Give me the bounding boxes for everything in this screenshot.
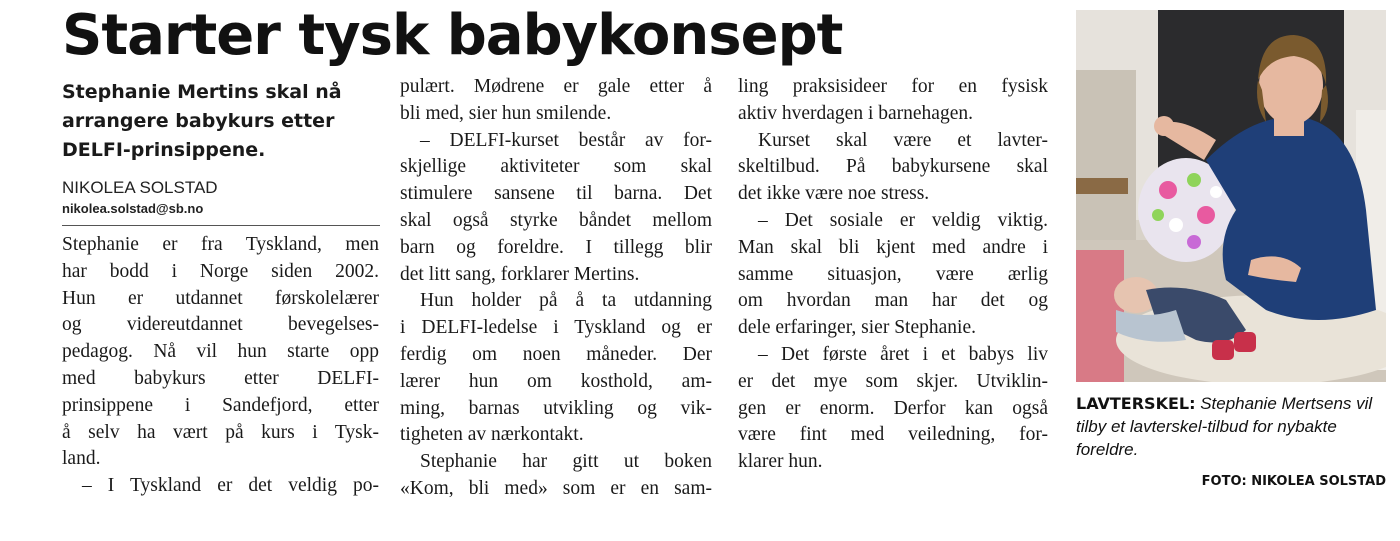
body-line: – Det første året i et babys liv [758, 343, 1048, 365]
body-line: Hun holder på å ta utdanning [420, 290, 712, 312]
body-line: land. [62, 448, 101, 470]
body-line: stimulere sansene til barna. Det [400, 183, 712, 205]
body-line: klarer hun. [738, 451, 823, 473]
photo-credit: FOTO: NIKOLEA SOLSTAD [1201, 474, 1386, 489]
body-line: – DELFI-kurset består av for- [420, 129, 712, 151]
body-line: Hun er utdannet førskolelærer [62, 287, 379, 309]
byline-author: NIKOLEA SOLSTAD [62, 178, 218, 197]
body-line: skal også styrke båndet mellom [400, 209, 712, 231]
body-line: samme situasjon, være ærlig [738, 263, 1048, 285]
body-line: tigheten av nærkontakt. [400, 424, 584, 446]
body-line: Stephanie har gitt ut boken [420, 451, 712, 473]
byline-divider [62, 225, 380, 226]
body-line: ming, barnas utvikling og vik- [400, 397, 712, 419]
body-column-1 [62, 232, 379, 500]
body-line: aktiv hverdagen i barnehagen. [738, 102, 973, 124]
body-line: – Det sosiale er veldig viktig. [758, 209, 1048, 231]
body-line: det ikke være noe stress. [738, 183, 930, 205]
body-line: Man skal bli kjent med andre i [738, 236, 1048, 258]
body-line: er det mye som skjer. Utviklin- [738, 370, 1048, 392]
headline: Starter tysk babykonsept [62, 3, 843, 68]
body-line: lærer hun om kosthold, am- [400, 370, 712, 392]
body-line: Stephanie er fra Tyskland, men [62, 234, 379, 255]
photo-illustration [1076, 10, 1386, 382]
photo-caption [1076, 392, 1386, 461]
caption-text: Stephanie Mertsens vil tilby et lavterskel-tilbud for nybakte foreldre. [1076, 394, 1373, 459]
body-line: – I Tyskland er det veldig po- [82, 475, 379, 497]
body-line: gen er enorm. Derfor kan også [738, 397, 1048, 419]
body-line: med babykurs etter DELFI- [62, 367, 379, 389]
body-line: være fint med veiledning, for- [738, 424, 1048, 446]
body-line: pulært. Mødrene er gale etter å [400, 76, 712, 97]
body-line: barn og foreldre. I tillegg blir [400, 236, 712, 258]
body-line: skjellige aktiviteter som skal [400, 156, 712, 178]
body-column-2 [400, 74, 712, 503]
body-line: å selv ha vært på kurs i Tysk- [62, 421, 379, 443]
caption-heading: LAVTERSKEL: [1076, 394, 1196, 413]
body-line: «Kom, bli med» som er en sam- [400, 477, 712, 499]
body-line: dele erfaringer, sier Stephanie. [738, 317, 976, 339]
body-line: og videreutdannet bevegelses- [62, 314, 379, 336]
byline-email[interactable]: nikolea.solstad@sb.no [62, 201, 204, 216]
body-line: det litt sang, forklarer Mertins. [400, 263, 640, 285]
body-line: pedagog. Nå vil hun starte opp [62, 341, 379, 363]
body-line: prinsippene i Sandefjord, etter [62, 394, 379, 416]
body-line: skeltilbud. På babykursene skal [738, 156, 1048, 178]
lead-paragraph: Stephanie Mertins skal nå arrangere babykurs etter DELFI-prinsippene. [62, 81, 342, 161]
body-column-3 [738, 74, 1048, 476]
body-line: har bodd i Norge siden 2002. [62, 260, 379, 282]
body-line: om hvordan man har det og [738, 290, 1048, 312]
body-line: i DELFI-ledelse i Tyskland og er [400, 317, 712, 339]
body-line: ling praksisideer for en fysisk [738, 76, 1048, 97]
body-line: bli med, sier hun smilende. [400, 102, 612, 124]
body-line: ferdig om noen måneder. Der [400, 343, 712, 365]
article-photo [1076, 10, 1386, 382]
body-line: Kurset skal være et lavter- [758, 129, 1048, 151]
